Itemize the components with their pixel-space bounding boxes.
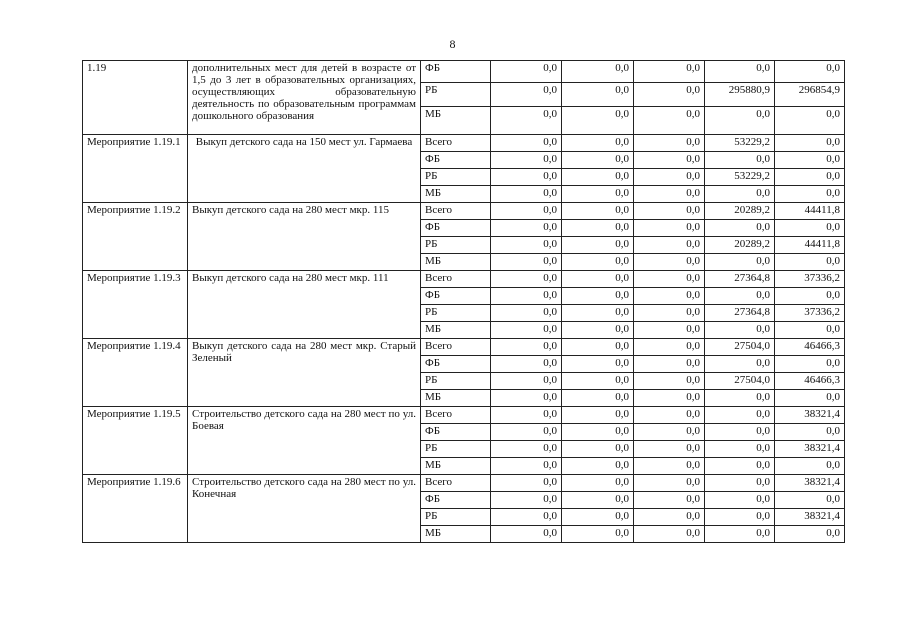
amount-cell: 0,0 [775,390,845,407]
measure-name: Выкуп детского сада на 150 мест ул. Гармаева [188,135,421,203]
amount-cell: 0,0 [634,390,705,407]
amount-cell: 0,0 [491,390,562,407]
amount-cell: 0,0 [562,135,634,152]
amount-cell: 0,0 [562,288,634,305]
amount-cell: 0,0 [775,135,845,152]
amount-cell: 0,0 [562,169,634,186]
amount-cell: 0,0 [562,509,634,526]
funding-source: РБ [421,441,491,458]
funding-source: РБ [421,373,491,390]
funding-source: РБ [421,237,491,254]
amount-cell: 0,0 [634,152,705,169]
amount-cell: 0,0 [562,203,634,220]
amount-cell: 0,0 [491,254,562,271]
amount-cell: 0,0 [491,169,562,186]
measure-name: Выкуп детского сада на 280 мест мкр. 111 [188,271,421,339]
amount-cell: 0,0 [634,61,705,83]
amount-cell: 44411,8 [775,237,845,254]
amount-cell: 0,0 [634,458,705,475]
funding-source: Всего [421,135,491,152]
amount-cell: 0,0 [491,203,562,220]
amount-cell: 0,0 [562,492,634,509]
amount-cell: 0,0 [562,186,634,203]
amount-cell: 0,0 [634,492,705,509]
table-row [83,407,845,424]
table-row [83,135,845,152]
amount-cell: 0,0 [562,373,634,390]
measure-code: Мероприятие 1.19.3 [83,271,188,339]
amount-cell: 0,0 [491,107,562,135]
amount-cell: 0,0 [634,169,705,186]
amount-cell: 46466,3 [775,373,845,390]
amount-cell: 0,0 [562,61,634,83]
amount-cell: 37336,2 [775,305,845,322]
amount-cell: 0,0 [705,220,775,237]
amount-cell: 37336,2 [775,271,845,288]
amount-cell: 0,0 [562,152,634,169]
amount-cell: 46466,3 [775,339,845,356]
amount-cell: 0,0 [562,475,634,492]
amount-cell: 0,0 [705,407,775,424]
amount-cell: 0,0 [562,424,634,441]
measure-name: Строительство детского сада на 280 мест по ул. Конечная [188,475,421,543]
amount-cell: 0,0 [491,220,562,237]
amount-cell: 0,0 [634,237,705,254]
amount-cell: 0,0 [705,288,775,305]
funding-source: РБ [421,83,491,107]
amount-cell: 0,0 [634,271,705,288]
amount-cell: 0,0 [491,475,562,492]
funding-source: ФБ [421,220,491,237]
funding-source: МБ [421,526,491,543]
amount-cell: 0,0 [775,254,845,271]
amount-cell: 53229,2 [705,169,775,186]
amount-cell: 0,0 [634,509,705,526]
amount-cell: 295880,9 [705,83,775,107]
amount-cell: 0,0 [634,356,705,373]
table-row [83,339,845,356]
amount-cell: 0,0 [562,390,634,407]
amount-cell: 20289,2 [705,237,775,254]
amount-cell: 0,0 [705,107,775,135]
amount-cell: 0,0 [775,186,845,203]
amount-cell: 0,0 [775,458,845,475]
amount-cell: 0,0 [634,107,705,135]
amount-cell: 0,0 [562,458,634,475]
amount-cell: 0,0 [562,339,634,356]
amount-cell: 0,0 [491,407,562,424]
amount-cell: 0,0 [634,254,705,271]
measure-name: Строительство детского сада на 280 мест по ул. Боевая [188,407,421,475]
measure-name: Выкуп детского сада на 280 мест мкр. Старый Зеленый [188,339,421,407]
amount-cell: 0,0 [775,152,845,169]
amount-cell: 0,0 [775,424,845,441]
amount-cell: 0,0 [491,424,562,441]
amount-cell: 0,0 [775,322,845,339]
amount-cell: 0,0 [634,373,705,390]
amount-cell: 0,0 [775,169,845,186]
funding-source: МБ [421,254,491,271]
amount-cell: 38321,4 [775,475,845,492]
measure-code: Мероприятие 1.19.4 [83,339,188,407]
measure-code: Мероприятие 1.19.5 [83,407,188,475]
measure-code: Мероприятие 1.19.1 [83,135,188,203]
amount-cell: 27504,0 [705,373,775,390]
amount-cell: 0,0 [491,135,562,152]
amount-cell: 38321,4 [775,509,845,526]
amount-cell: 296854,9 [775,83,845,107]
amount-cell: 0,0 [562,356,634,373]
amount-cell: 0,0 [775,61,845,83]
amount-cell: 0,0 [634,339,705,356]
table-row [83,61,845,83]
amount-cell: 53229,2 [705,135,775,152]
amount-cell: 0,0 [705,322,775,339]
amount-cell: 0,0 [705,61,775,83]
measure-name: Выкуп детского сада на 280 мест мкр. 115 [188,203,421,271]
amount-cell: 0,0 [634,526,705,543]
amount-cell: 0,0 [491,322,562,339]
funding-source: МБ [421,390,491,407]
measure-code: 1.19 [83,61,188,135]
amount-cell: 0,0 [491,152,562,169]
amount-cell: 0,0 [634,424,705,441]
amount-cell: 0,0 [775,220,845,237]
funding-source: ФБ [421,424,491,441]
measure-code: Мероприятие 1.19.2 [83,203,188,271]
amount-cell: 0,0 [705,441,775,458]
amount-cell: 0,0 [634,407,705,424]
amount-cell: 27504,0 [705,339,775,356]
amount-cell: 0,0 [491,339,562,356]
amount-cell: 0,0 [705,186,775,203]
amount-cell: 0,0 [562,407,634,424]
amount-cell: 0,0 [634,203,705,220]
amount-cell: 0,0 [562,83,634,107]
funding-source: РБ [421,509,491,526]
funding-source: Всего [421,475,491,492]
amount-cell: 38321,4 [775,407,845,424]
amount-cell: 0,0 [705,492,775,509]
amount-cell: 0,0 [491,441,562,458]
amount-cell: 38321,4 [775,441,845,458]
amount-cell: 27364,8 [705,271,775,288]
page-number: 8 [449,37,456,51]
funding-source: ФБ [421,152,491,169]
funding-source: ФБ [421,492,491,509]
table-row [83,271,845,288]
amount-cell: 44411,8 [775,203,845,220]
amount-cell: 0,0 [491,83,562,107]
amount-cell: 0,0 [491,458,562,475]
amount-cell: 0,0 [562,526,634,543]
amount-cell: 0,0 [705,390,775,407]
amount-cell: 27364,8 [705,305,775,322]
amount-cell: 0,0 [491,305,562,322]
amount-cell: 0,0 [562,441,634,458]
amount-cell: 0,0 [634,305,705,322]
funding-source: РБ [421,169,491,186]
funding-source: Всего [421,407,491,424]
amount-cell: 0,0 [634,186,705,203]
budget-table [82,60,845,543]
amount-cell: 0,0 [491,186,562,203]
funding-source: МБ [421,458,491,475]
funding-source: МБ [421,186,491,203]
amount-cell: 0,0 [562,107,634,135]
amount-cell: 0,0 [705,458,775,475]
funding-source: Всего [421,271,491,288]
amount-cell: 0,0 [775,492,845,509]
amount-cell: 0,0 [562,305,634,322]
amount-cell: 0,0 [634,322,705,339]
amount-cell: 0,0 [491,356,562,373]
amount-cell: 0,0 [634,475,705,492]
funding-source: МБ [421,322,491,339]
amount-cell: 0,0 [491,61,562,83]
amount-cell: 0,0 [775,356,845,373]
funding-source: ФБ [421,356,491,373]
amount-cell: 0,0 [705,356,775,373]
amount-cell: 0,0 [634,441,705,458]
funding-source: РБ [421,305,491,322]
amount-cell: 0,0 [491,271,562,288]
amount-cell: 0,0 [491,288,562,305]
amount-cell: 0,0 [705,509,775,526]
amount-cell: 0,0 [705,526,775,543]
funding-source: МБ [421,107,491,135]
amount-cell: 0,0 [562,220,634,237]
amount-cell: 0,0 [634,220,705,237]
amount-cell: 0,0 [634,288,705,305]
amount-cell: 0,0 [562,254,634,271]
amount-cell: 0,0 [775,526,845,543]
table-row [83,475,845,492]
amount-cell: 0,0 [491,237,562,254]
measure-name: дополнительных мест для детей в возрасте от 1,5 до 3 лет в образовательных организациях, осуществляющих образовательную деятельность по образовательным программам дошкольного образования [188,61,421,135]
funding-source: Всего [421,339,491,356]
amount-cell: 0,0 [491,526,562,543]
amount-cell: 0,0 [634,135,705,152]
funding-source: Всего [421,203,491,220]
table-row [83,203,845,220]
amount-cell: 0,0 [562,237,634,254]
amount-cell: 0,0 [705,254,775,271]
measure-code: Мероприятие 1.19.6 [83,475,188,543]
amount-cell: 0,0 [562,271,634,288]
amount-cell: 0,0 [491,492,562,509]
amount-cell: 0,0 [705,152,775,169]
amount-cell: 0,0 [491,509,562,526]
funding-source: ФБ [421,61,491,83]
amount-cell: 0,0 [491,373,562,390]
amount-cell: 0,0 [562,322,634,339]
amount-cell: 0,0 [775,288,845,305]
funding-source: ФБ [421,288,491,305]
amount-cell: 20289,2 [705,203,775,220]
amount-cell: 0,0 [634,83,705,107]
amount-cell: 0,0 [705,424,775,441]
amount-cell: 0,0 [705,475,775,492]
amount-cell: 0,0 [775,107,845,135]
